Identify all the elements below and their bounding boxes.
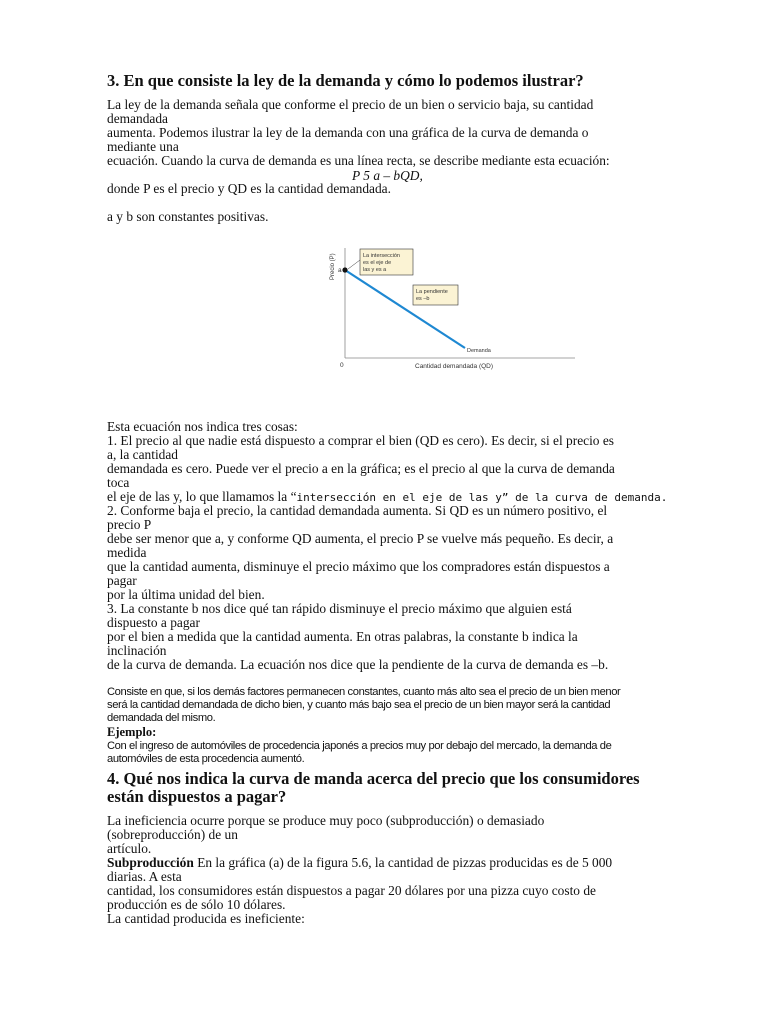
origin-label: 0 [340,362,344,369]
callout-slope [413,285,458,305]
paragraph-line: demandada [107,111,168,126]
callout-intercept-line: La intersección [363,253,400,259]
summary-line: Consiste en que, si los demás factores permanecen constantes, cuanto más alto sea el precio de un bien menor [107,686,621,698]
callout-intercept-line: es el eje de [363,260,392,266]
list-line: el eje de las y, lo que llamamos la “intersección en el eje de las y” de la curva de demanda. [107,489,668,504]
list-line: por el bien a medida que la cantidad aumenta. En otras palabras, la constante b indica la [107,629,578,644]
callout-pointer [348,260,360,269]
intercept-label: a [338,267,342,274]
paragraph-line: diarias. A esta [107,869,182,884]
list-line: a, la cantidad [107,447,179,462]
list-line: por la última unidad del bien. [107,587,265,602]
list-line: medida [107,545,147,560]
paragraph-line: La ineficiencia ocurre porque se produce muy poco (subproducción) o demasiado [107,813,545,828]
paragraph-line: mediante una [107,139,179,154]
mono-phrase: intersección en el eje de las y [296,491,502,504]
summary-line: demandada del mismo. [107,712,216,724]
list-line: inclinación [107,643,167,658]
heading-q4: están dispuestos a pagar? [107,787,287,806]
list-line: 1. El precio al que nadie está dispuesto a comprar el bien (QD es cero). Es decir, si el precio es [107,433,614,448]
paragraph-line: producción es de sólo 10 dólares. [107,897,286,912]
list-line: precio P [107,517,152,532]
callout-slope-line: La pendiente [416,289,448,295]
list-line: debe ser menor que a, y conforme QD aumenta, el precio P se vuelve más pequeño. Es decir, a [107,531,614,546]
list-line: que la cantidad aumenta, disminuye el precio máximo que los compradores están dispuestos a [107,559,610,574]
paragraph-line: ecuación. Cuando la curva de demanda es una línea recta, se describe mediante esta ecuación: [107,153,610,168]
list-line: 3. La constante b nos dice qué tan rápido disminuye el precio máximo que alguien está [107,601,572,616]
curve-label: Demanda [467,348,491,354]
demand-curve [345,270,465,348]
demand-equation: P 5 a – bQD, [352,168,423,183]
list-line: demandada es cero. Puede ver el precio a en la gráfica; es el precio al que la curva de demanda [107,461,615,476]
callout-intercept-line: las y es a [363,267,387,273]
example-line: Con el ingreso de automóviles de procedencia japonés a precios muy por debajo del mercado, la demanda de [107,740,612,752]
callout-slope-line: es –b [416,296,430,302]
paragraph-line: (sobreproducción) de un [107,827,238,842]
list-intro: Esta ecuación nos indica tres cosas: [107,419,298,434]
example-label: Ejemplo: [107,725,157,739]
summary-line: será la cantidad demandada de dicho bien, y cuanto más bajo sea el precio de un bien mayor será la cantidad [107,699,611,711]
paragraph-line: aumenta. Podemos ilustrar la ley de la demanda con una gráfica de la curva de demanda o [107,125,589,140]
list-line: 2. Conforme baja el precio, la cantidad demandada aumenta. Si QD es un número positivo, el [107,503,608,518]
paragraph-line: La ley de la demanda señala que conforme el precio de un bien o servicio baja, su cantidad [107,97,594,112]
list-line: de la curva de demanda. La ecuación nos dice que la pendiente de la curva de demanda es –b. [107,657,609,672]
intercept-point [342,267,347,272]
paragraph-line: cantidad, los consumidores están dispuestos a pagar 20 dólares por una pizza cuyo costo de [107,883,596,898]
list-line: pagar [107,573,137,588]
paragraph-line: artículo. [107,841,152,856]
paragraph-line: Subproducción En la gráfica (a) de la figura 5.6, la cantidad de pizzas producidas es de 5 000 [107,855,613,870]
paragraph-line: donde P es el precio y QD es la cantidad demandada. [107,181,391,196]
paragraph-line: a y b son constantes positivas. [107,209,269,224]
paragraph-line: La cantidad producida es ineficiente: [107,911,305,926]
demand-curve-figure [320,240,580,375]
y-axis-label: Precio (P) [330,253,336,280]
subproduccion-label: Subproducción [107,855,194,870]
x-axis-label: Cantidad demandada (QD) [415,363,494,370]
heading-q3: 3. En que consiste la ley de la demanda y cómo lo podemos ilustrar? [107,71,584,90]
heading-q4: 4. Qué nos indica la curva de manda acerca del precio que los consumidores [107,769,640,788]
list-line: toca [107,475,130,490]
example-line: automóviles de esta procedencia aumentó. [107,753,305,765]
list-line: dispuesto a pagar [107,615,200,630]
